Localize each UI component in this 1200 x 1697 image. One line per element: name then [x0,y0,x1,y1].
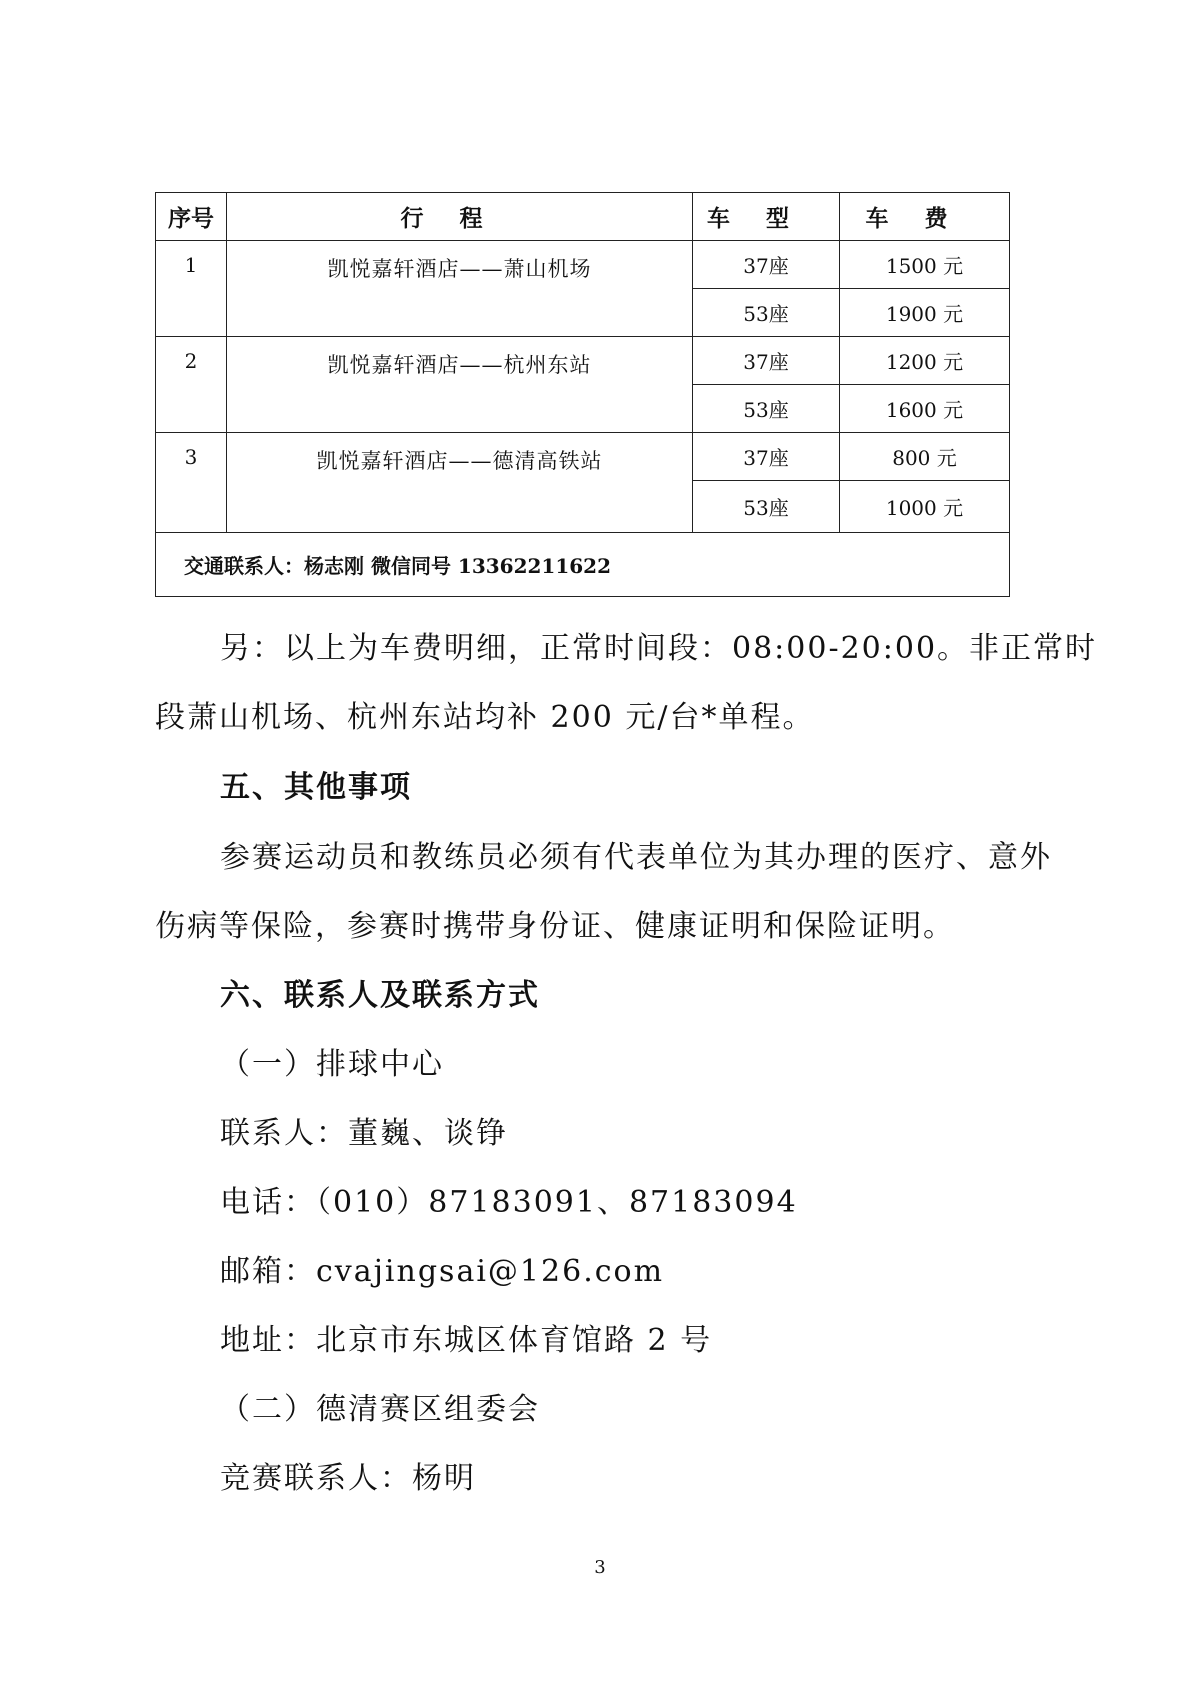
row-vehicle: 53座 [693,481,840,533]
contact-persons: 联系人：董巍、谈铮 [220,1116,508,1151]
row-vehicle: 37座 [693,337,840,385]
row-vehicle: 37座 [693,433,840,481]
row-seq: 1 [156,241,227,337]
section-heading-contacts: 六、联系人及联系方式 [220,978,540,1013]
row-vehicle: 37座 [693,241,840,289]
header-vehicle: 车型 [693,193,840,241]
section-heading-other-matters: 五、其他事项 [220,770,412,805]
insurance-text-line-2: 伤病等保险，参赛时携带身份证、健康证明和保险证明。 [155,909,955,944]
header-seq: 序号 [156,193,227,241]
header-fare: 车费 [840,193,1010,241]
row-seq: 3 [156,433,227,533]
row-vehicle: 53座 [693,385,840,433]
row-fare: 1600 元 [840,385,1010,433]
transport-contact: 交通联系人：杨志刚 微信同号 13362211622 [156,533,1010,597]
table-row [156,337,1010,385]
page-number: 3 [594,1557,606,1578]
transport-fare-table [155,192,1010,597]
row-fare: 1900 元 [840,289,1010,337]
contact-phone: 电话：（010）87183091、87183094 [220,1185,798,1220]
table-row [156,241,1010,289]
row-route: 凯悦嘉轩酒店——杭州东站 [227,337,693,433]
note-line-1: 另：以上为车费明细，正常时间段：08:00-20:00。非正常时 [220,631,1098,666]
contact-address: 地址：北京市东城区体育馆路 2 号 [220,1323,713,1358]
table-row [156,433,1010,481]
note-line-2: 段萧山机场、杭州东站均补 200 元/台*单程。 [155,700,815,735]
row-fare: 1000 元 [840,481,1010,533]
row-seq: 2 [156,337,227,433]
subsection-deqing-committee: （二）德清赛区组委会 [220,1392,540,1427]
table-contact-row [156,533,1010,597]
insurance-text-line-1: 参赛运动员和教练员必须有代表单位为其办理的医疗、意外 [220,840,1052,875]
row-route: 凯悦嘉轩酒店——德清高铁站 [227,433,693,533]
competition-contact: 竞赛联系人：杨明 [220,1461,476,1496]
header-route: 行程 [227,193,693,241]
row-fare: 1500 元 [840,241,1010,289]
subsection-volleyball-center: （一）排球中心 [220,1047,444,1082]
row-route: 凯悦嘉轩酒店——萧山机场 [227,241,693,337]
table-header-row [156,193,1010,241]
row-vehicle: 53座 [693,289,840,337]
contact-email: 邮箱：cvajingsai@126.com [220,1254,665,1289]
row-fare: 800 元 [840,433,1010,481]
row-fare: 1200 元 [840,337,1010,385]
